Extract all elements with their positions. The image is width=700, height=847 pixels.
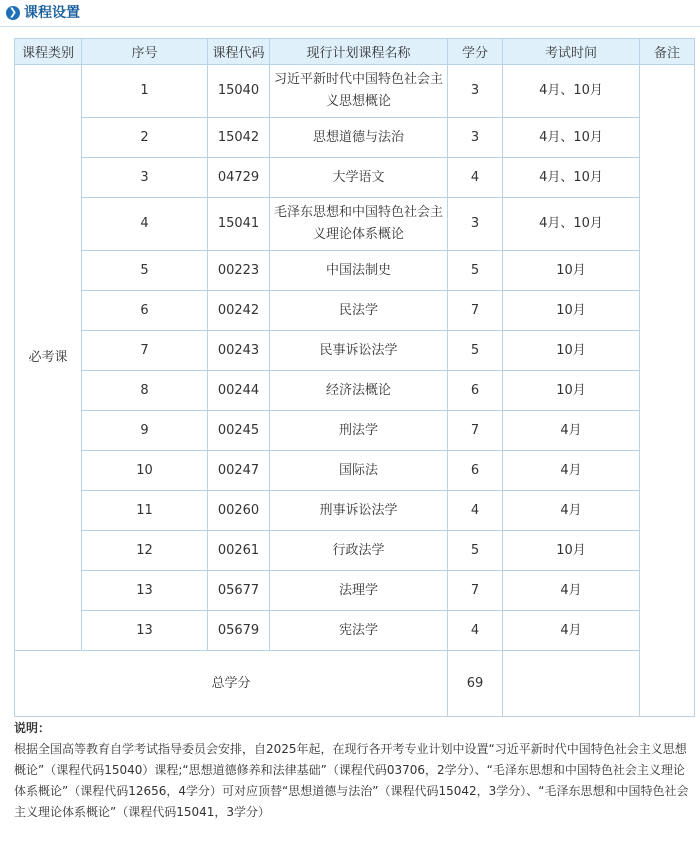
table-row bbox=[15, 198, 695, 251]
exam-time-cell: 4月 bbox=[503, 571, 640, 611]
credit-cell: 7 bbox=[448, 291, 503, 331]
no-cell: 3 bbox=[82, 158, 208, 198]
credit-cell: 7 bbox=[448, 411, 503, 451]
no-cell: 5 bbox=[82, 251, 208, 291]
table-row bbox=[15, 65, 695, 118]
code-cell: 00260 bbox=[208, 491, 270, 531]
table-row bbox=[15, 571, 695, 611]
name-cell: 刑法学 bbox=[270, 411, 448, 451]
name-cell: 刑事诉讼法学 bbox=[270, 491, 448, 531]
code-cell: 15041 bbox=[208, 198, 270, 251]
name-cell: 国际法 bbox=[270, 451, 448, 491]
notes-text: 根据全国高等教育自学考试指导委员会安排，自2025年起，在现行各开考专业计划中设置“习近平新时代中国特色社会主义思想概论”（课程代码15040）课程;“思想道德修养和法律基础”（课程代码03706，2学分）、“毛泽东思想和中国特色社会主义理论体系概论”（课程代码12656，4学分）可对应顶替“思想道德与法治”（课程代码15042，3学分）、“毛泽东思想和中国特色社会主义理论体系概论”（课程代码15041，3学分） bbox=[14, 742, 689, 819]
name-cell: 大学语文 bbox=[270, 158, 448, 198]
code-cell: 04729 bbox=[208, 158, 270, 198]
table-row bbox=[15, 411, 695, 451]
table-header-row bbox=[15, 39, 695, 65]
credit-cell: 5 bbox=[448, 531, 503, 571]
total-credits: 69 bbox=[448, 651, 503, 717]
section-header bbox=[0, 0, 700, 27]
total-label: 总学分 bbox=[15, 651, 448, 717]
col-header-remarks: 备注 bbox=[640, 39, 695, 65]
no-cell: 12 bbox=[82, 531, 208, 571]
table-row bbox=[15, 611, 695, 651]
exam-time-cell: 4月、10月 bbox=[503, 158, 640, 198]
name-cell: 中国法制史 bbox=[270, 251, 448, 291]
code-cell: 00261 bbox=[208, 531, 270, 571]
exam-time-cell: 10月 bbox=[503, 331, 640, 371]
credit-cell: 4 bbox=[448, 491, 503, 531]
exam-time-cell: 4月 bbox=[503, 411, 640, 451]
name-cell: 民法学 bbox=[270, 291, 448, 331]
code-cell: 15042 bbox=[208, 118, 270, 158]
name-cell: 宪法学 bbox=[270, 611, 448, 651]
exam-time-cell: 4月、10月 bbox=[503, 198, 640, 251]
code-cell: 00245 bbox=[208, 411, 270, 451]
no-cell: 8 bbox=[82, 371, 208, 411]
notes-label: 说明： bbox=[14, 721, 51, 735]
col-header-credit: 学分 bbox=[448, 39, 503, 65]
no-cell: 1 bbox=[82, 65, 208, 118]
code-cell: 00243 bbox=[208, 331, 270, 371]
credit-cell: 3 bbox=[448, 118, 503, 158]
col-header-category: 课程类别 bbox=[15, 39, 82, 65]
table-row bbox=[15, 451, 695, 491]
no-cell: 4 bbox=[82, 198, 208, 251]
credit-cell: 3 bbox=[448, 198, 503, 251]
name-cell: 经济法概论 bbox=[270, 371, 448, 411]
no-cell: 10 bbox=[82, 451, 208, 491]
col-header-exam-time: 考试时间 bbox=[503, 39, 640, 65]
name-cell: 毛泽东思想和中国特色社会主义理论体系概论 bbox=[270, 198, 448, 251]
table-row bbox=[15, 331, 695, 371]
no-cell: 6 bbox=[82, 291, 208, 331]
table-row bbox=[15, 158, 695, 198]
name-cell: 行政法学 bbox=[270, 531, 448, 571]
credit-cell: 7 bbox=[448, 571, 503, 611]
col-header-name: 现行计划课程名称 bbox=[270, 39, 448, 65]
code-cell: 00223 bbox=[208, 251, 270, 291]
no-cell: 13 bbox=[82, 611, 208, 651]
exam-time-cell: 4月、10月 bbox=[503, 118, 640, 158]
table-row bbox=[15, 118, 695, 158]
section-title: 课程设置 bbox=[24, 5, 80, 21]
no-cell: 7 bbox=[82, 331, 208, 371]
exam-time-cell: 10月 bbox=[503, 291, 640, 331]
code-cell: 05677 bbox=[208, 571, 270, 611]
exam-time-cell: 4月 bbox=[503, 451, 640, 491]
code-cell: 00244 bbox=[208, 371, 270, 411]
chevron-right-icon: ❯ bbox=[6, 6, 20, 20]
name-cell: 习近平新时代中国特色社会主义思想概论 bbox=[270, 65, 448, 118]
category-cell: 必考课 bbox=[15, 65, 82, 651]
exam-time-cell: 4月 bbox=[503, 491, 640, 531]
total-row bbox=[15, 651, 695, 717]
col-header-code: 课程代码 bbox=[208, 39, 270, 65]
credit-cell: 6 bbox=[448, 451, 503, 491]
credit-cell: 3 bbox=[448, 65, 503, 118]
name-cell: 民事诉讼法学 bbox=[270, 331, 448, 371]
credit-cell: 5 bbox=[448, 251, 503, 291]
credit-cell: 6 bbox=[448, 371, 503, 411]
code-cell: 05679 bbox=[208, 611, 270, 651]
code-cell: 00247 bbox=[208, 451, 270, 491]
name-cell: 思想道德与法治 bbox=[270, 118, 448, 158]
no-cell: 11 bbox=[82, 491, 208, 531]
no-cell: 13 bbox=[82, 571, 208, 611]
no-cell: 2 bbox=[82, 118, 208, 158]
notes-section bbox=[14, 718, 694, 823]
exam-time-cell: 4月 bbox=[503, 611, 640, 651]
table-row bbox=[15, 251, 695, 291]
remarks-cell bbox=[640, 65, 695, 717]
total-exam-time-cell bbox=[503, 651, 640, 717]
no-cell: 9 bbox=[82, 411, 208, 451]
exam-time-cell: 10月 bbox=[503, 531, 640, 571]
code-cell: 00242 bbox=[208, 291, 270, 331]
table-row bbox=[15, 531, 695, 571]
col-header-no: 序号 bbox=[82, 39, 208, 65]
table-row bbox=[15, 491, 695, 531]
credit-cell: 5 bbox=[448, 331, 503, 371]
exam-time-cell: 10月 bbox=[503, 251, 640, 291]
table-row bbox=[15, 371, 695, 411]
credit-cell: 4 bbox=[448, 158, 503, 198]
course-table bbox=[14, 38, 695, 717]
exam-time-cell: 10月 bbox=[503, 371, 640, 411]
table-row bbox=[15, 291, 695, 331]
code-cell: 15040 bbox=[208, 65, 270, 118]
name-cell: 法理学 bbox=[270, 571, 448, 611]
exam-time-cell: 4月、10月 bbox=[503, 65, 640, 118]
credit-cell: 4 bbox=[448, 611, 503, 651]
